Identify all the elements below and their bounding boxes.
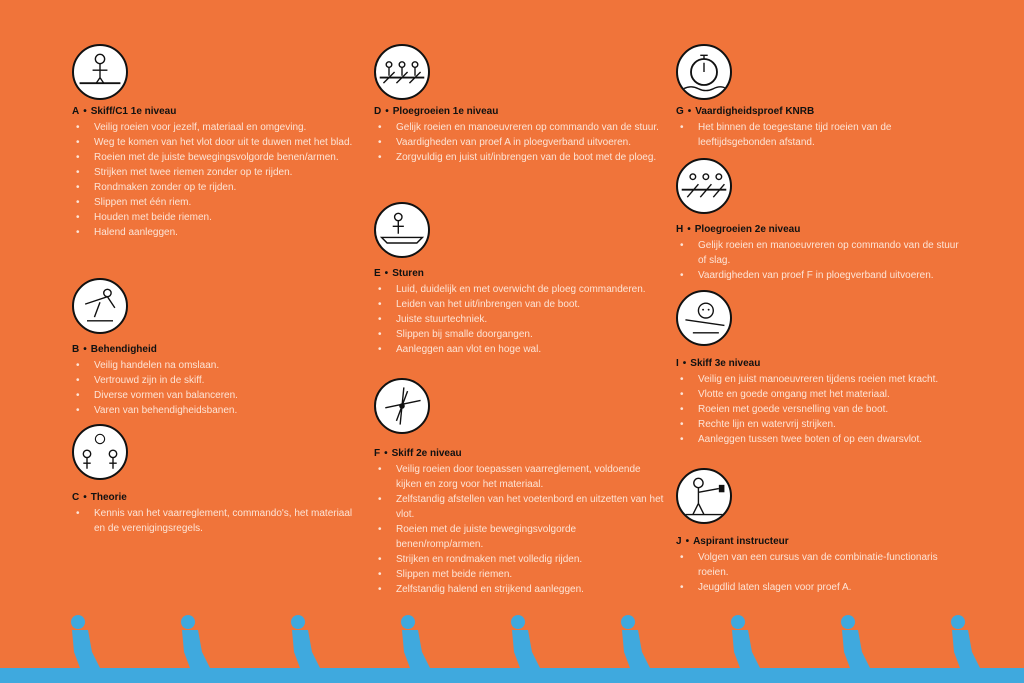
item-list (676, 372, 966, 447)
list-item: • Luid, duidelijk en met overwicht de ploeg commanderen. (374, 282, 664, 297)
list-item: • Vlotte en goede omgang met het materiaal. (676, 387, 966, 402)
rower-silhouette-icon (282, 612, 322, 672)
section-letter: E (374, 268, 381, 279)
list-item: • Veilig handelen na omslaan. (72, 358, 362, 373)
list-item: • Aanleggen aan vlot en hoge wal. (374, 342, 664, 357)
list-item: • Weg te komen van het vlot door uit te duwen met het blad. (72, 135, 362, 150)
item-list (676, 550, 966, 595)
section-title: G • Vaardigheidsproef KNRB (676, 106, 815, 117)
list-item: • Juiste stuurtechniek. (374, 312, 664, 327)
list-item: • Diverse vormen van balanceren. (72, 388, 362, 403)
section-title: C • Theorie (72, 492, 127, 503)
instructor-icon (676, 468, 732, 524)
list-item: • Zelfstandig halend en strijkend aanleggen. (374, 582, 664, 597)
list-item: • Volgen van een cursus van de combinatie-functionaris roeien. (676, 550, 966, 580)
list-item: • Leiden van het uit/inbrengen van de boot. (374, 297, 664, 312)
section-title-text: Skiff/C1 1e niveau (90, 106, 177, 117)
list-item: • Vaardigheden van proef A in ploegverband uitvoeren. (374, 135, 664, 150)
item-list (374, 282, 664, 357)
section-title-text: Ploegroeien 2e niveau (694, 224, 801, 235)
list-item: • Rechte lijn en watervrij strijken. (676, 417, 966, 432)
section-title-text: Ploegroeien 1e niveau (392, 106, 499, 117)
rower-silhouette-icon (502, 612, 542, 672)
section-title-text: Vaardigheidsproef KNRB (695, 106, 815, 117)
list-item: • Zelfstandig afstellen van het voetenbord en uitzetten van het vlot. (374, 492, 664, 522)
section-title-text: Aspirant instructeur (693, 536, 789, 547)
rower-silhouette-icon (62, 612, 102, 672)
item-list (676, 120, 966, 150)
section-letter: F (374, 448, 381, 459)
list-item: • Veilig roeien door toepassen vaarreglement, voldoende kijken en zorg voor het materiaal. (374, 462, 664, 492)
skiff-rower-icon (72, 44, 128, 100)
list-item: • Veilig roeien voor jezelf, materiaal en omgeving. (72, 120, 362, 135)
list-item: • Houden met beide riemen. (72, 210, 362, 225)
crew-rowers-2-icon (676, 158, 732, 214)
rower-silhouette-icon (832, 612, 872, 672)
section-letter: J (676, 536, 682, 547)
list-item: • Veilig en juist manoeuvreren tijdens roeien met kracht. (676, 372, 966, 387)
section-letter: A (72, 106, 80, 117)
list-item: • Roeien met goede versnelling van de boot. (676, 402, 966, 417)
list-item: • Vertrouwd zijn in de skiff. (72, 373, 362, 388)
crew-rowers-icon (374, 44, 430, 100)
list-item: • Rondmaken zonder op te rijden. (72, 180, 362, 195)
bottom-water-band (0, 668, 1024, 683)
section-title-text: Sturen (392, 268, 424, 279)
rower-silhouette-icon (942, 612, 982, 672)
section-title: I • Skiff 3e niveau (676, 358, 761, 369)
list-item: • Gelijk roeien en manoeuvreren op commando van de stuur. (374, 120, 664, 135)
section-title-text: Theorie (90, 492, 127, 503)
rower-silhouette-icon (612, 612, 652, 672)
list-item: • Vaardigheden van proef F in ploegverband uitvoeren. (676, 268, 966, 283)
section-title: J • Aspirant instructeur (676, 536, 789, 547)
stopwatch-icon (676, 44, 732, 100)
section-letter: H (676, 224, 684, 235)
section-letter: B (72, 344, 80, 355)
list-item: • Slippen met beide riemen. (374, 567, 664, 582)
item-list (676, 238, 966, 283)
list-item: • Kennis van het vaarreglement, commando's, het materiaal en de verenigingsregels. (72, 506, 362, 536)
section-letter: C (72, 492, 80, 503)
list-item: • Strijken en rondmaken met volledig rijden. (374, 552, 664, 567)
section-title-text: Skiff 3e niveau (690, 358, 761, 369)
item-list (374, 462, 664, 597)
skiff-oars-icon (374, 378, 430, 434)
list-item: • Slippen met één riem. (72, 195, 362, 210)
section-title: H • Ploegroeien 2e niveau (676, 224, 801, 235)
section-letter: G (676, 106, 684, 117)
list-item: • Aanleggen tussen twee boten of op een dwarsvlot. (676, 432, 966, 447)
section-letter: I (676, 358, 679, 369)
list-item: • Slippen bij smalle doorgangen. (374, 327, 664, 342)
section-title: A • Skiff/C1 1e niveau (72, 106, 177, 117)
theory-figures-icon (72, 424, 128, 480)
rower-silhouette-icon (172, 612, 212, 672)
list-item: • Halend aanleggen. (72, 225, 362, 240)
rower-silhouette-icon (722, 612, 762, 672)
coxswain-icon (374, 202, 430, 258)
list-item: • Jeugdlid laten slagen voor proef A. (676, 580, 966, 595)
balance-figure-icon (72, 278, 128, 334)
list-item: • Gelijk roeien en manoeuvreren op commando van de stuur of slag. (676, 238, 966, 268)
rower-silhouette-icon (392, 612, 432, 672)
list-item: • Roeien met de juiste bewegingsvolgorde benen/romp/armen. (374, 522, 664, 552)
list-item: • Zorgvuldig en juist uit/inbrengen van de boot met de ploeg. (374, 150, 664, 165)
section-letter: D (374, 106, 382, 117)
item-list (72, 358, 362, 418)
section-title: B • Behendigheid (72, 344, 157, 355)
list-item: • Roeien met de juiste bewegingsvolgorde benen/armen. (72, 150, 362, 165)
list-item: • Strijken met twee riemen zonder op te rijden. (72, 165, 362, 180)
rower-face-icon (676, 290, 732, 346)
item-list (72, 120, 362, 240)
list-item: • Het binnen de toegestane tijd roeien van de leeftijdsgebonden afstand. (676, 120, 966, 150)
section-title: D • Ploegroeien 1e niveau (374, 106, 499, 117)
section-title-text: Skiff 2e niveau (391, 448, 462, 459)
list-item: • Varen van behendigheidsbanen. (72, 403, 362, 418)
item-list (374, 120, 664, 165)
section-title: E • Sturen (374, 268, 424, 279)
section-title-text: Behendigheid (90, 344, 157, 355)
item-list (72, 506, 362, 536)
section-title: F • Skiff 2e niveau (374, 448, 462, 459)
